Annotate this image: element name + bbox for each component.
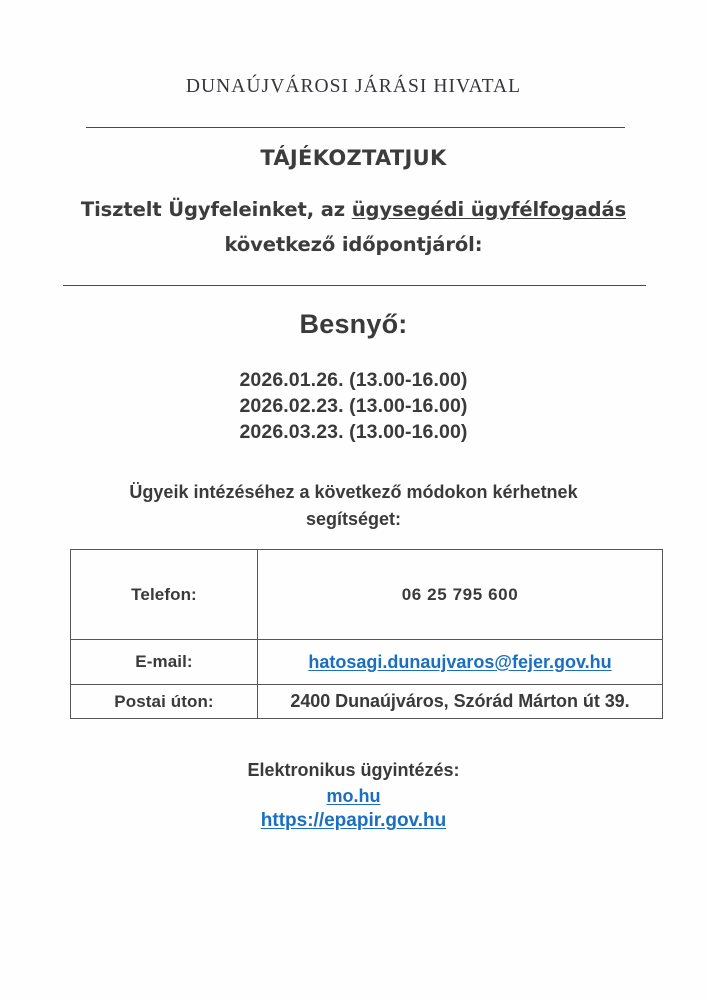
date-list-item: 2026.01.26. (13.00-16.00) (239, 369, 468, 391)
help-paragraph-line-1: Ügyeik intézéséhez a következő módokon kérhetnek (129, 482, 578, 502)
contact-label-email: E-mail: (71, 640, 258, 685)
contact-value-email (258, 640, 663, 685)
date-list-item: 2026.02.23. (13.00-16.00) (239, 395, 468, 417)
electronic-admin-link-1-wrapper (0, 786, 707, 807)
intro-line-1-prefix: Tisztelt Ügyfeleinket, az (80, 198, 352, 221)
date-list (0, 367, 707, 445)
intro-line-2: következő időpontjáról: (224, 233, 483, 256)
help-paragraph-line-2: segítséget: (305, 509, 402, 529)
horizontal-rule-top (86, 127, 625, 128)
notice-title: TÁJÉKOZTATJUK (260, 146, 447, 170)
email-link[interactable]: hatosagi.dunaujvaros@fejer.gov.hu (308, 651, 612, 672)
magyarorszag-link[interactable]: mo.hu (326, 786, 381, 806)
office-header: DUNAÚJVÁROSI JÁRÁSI HIVATAL (185, 76, 522, 97)
contact-value-postal: 2400 Dunaújváros, Szórád Márton út 39. (258, 685, 663, 719)
epapir-link[interactable]: https://epapir.gov.hu (260, 810, 447, 831)
help-paragraph (0, 479, 707, 533)
contact-value-phone: 06 25 795 600 (258, 550, 663, 640)
electronic-admin-link-2-wrapper (0, 810, 707, 832)
horizontal-rule-middle (63, 285, 646, 286)
contact-label-phone: Telefon: (71, 550, 258, 640)
settlement-heading: Besnyő: (299, 309, 408, 339)
table-row (71, 685, 663, 719)
contact-label-postal: Postai úton: (71, 685, 258, 719)
contact-table (70, 549, 663, 719)
table-row (71, 640, 663, 685)
date-list-item: 2026.03.23. (13.00-16.00) (239, 421, 468, 443)
intro-line-1 (0, 198, 707, 221)
electronic-admin-title: Elektronikus ügyintézés: (247, 760, 460, 780)
table-row (71, 550, 663, 640)
intro-line-1-emphasis: ügysegédi ügyfélfogadás (351, 198, 627, 221)
